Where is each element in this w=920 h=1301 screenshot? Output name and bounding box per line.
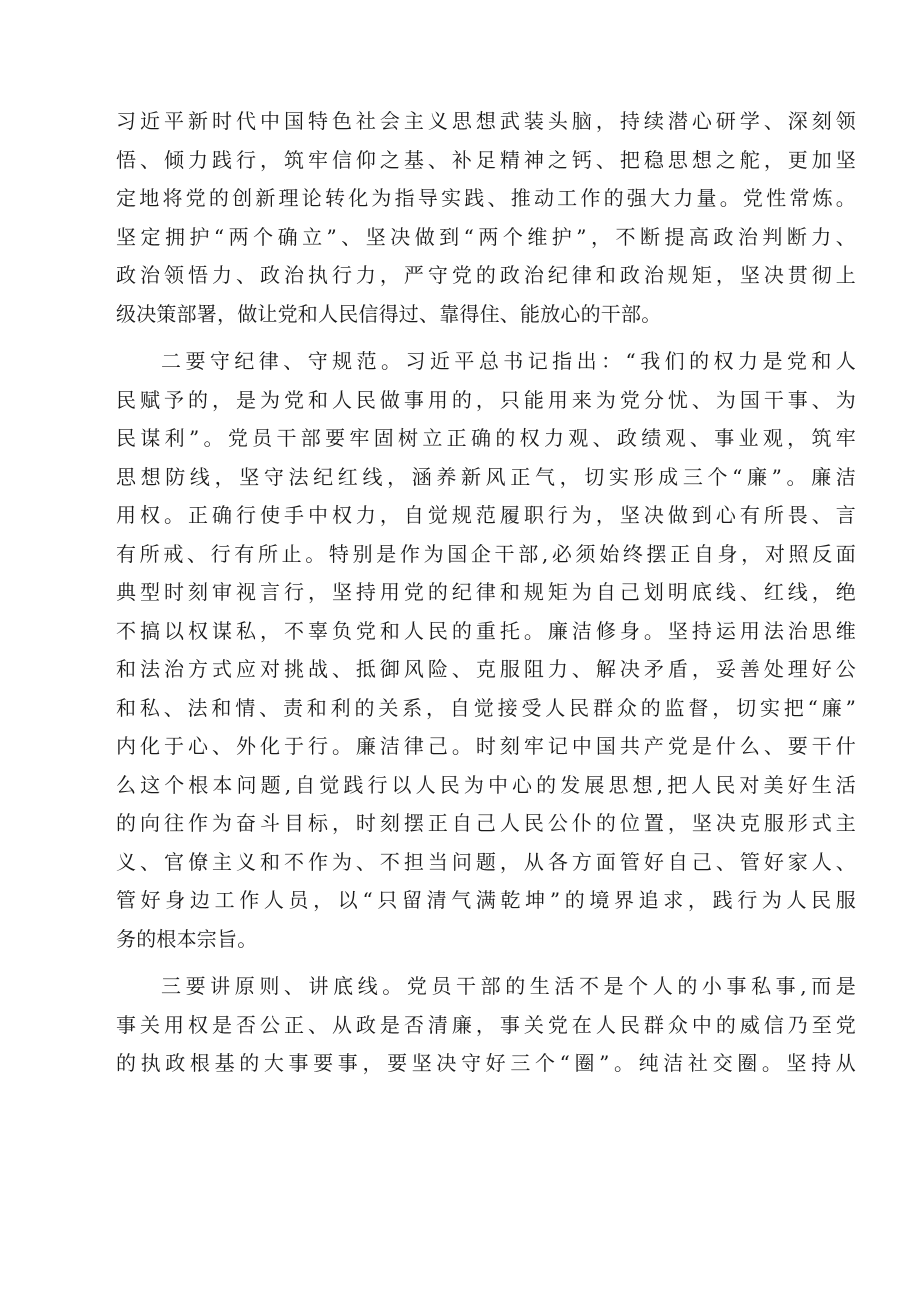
text-line: 么这个根本问题,自觉践行以人民为中心的发展思想,把人民对美好生活: [116, 772, 856, 797]
paragraph-spacer: [116, 958, 856, 967]
text-line: 的向往作为奋斗目标，时刻摆正自己人民公仆的位置，坚决克服形式主: [116, 811, 856, 835]
text-line: 政治领悟力、政治执行力，严守党的政治纪律和政治规矩，坚决贯彻上: [116, 263, 856, 287]
paragraph-1: [116, 102, 856, 333]
text-line: 三要讲原则、讲底线。党员干部的生活不是个人的小事私事,而是: [161, 974, 856, 998]
text-line: 务的根本宗旨。: [116, 926, 258, 951]
text-line: 习近平新时代中国特色社会主义思想武装头脑，持续潜心研学、深刻领: [116, 109, 856, 133]
text-line: 义、官僚主义和不作为、不担当问题，从各方面管好自己、管好家人、: [116, 849, 856, 874]
text-line: 坚定拥护“两个确立”、坚决做到“两个维护”，不断提高政治判断力、: [116, 224, 856, 249]
text-line: 管好身边工作人员，以“只留清气满乾坤”的境界追求，践行为人民服: [116, 888, 856, 912]
paragraph-spacer: [116, 333, 856, 342]
text-line: 的执政根基的大事要事，要坚决守好三个“圈”。纯洁社交圈。坚持从: [116, 1051, 856, 1075]
text-line: 用权。正确行使手中权力，自觉规范履职行为，坚决做到心有所畏、言: [116, 503, 856, 527]
text-line: 典型时刻审视言行，坚持用党的纪律和规矩为自己划明底线、红线，绝: [116, 580, 856, 604]
text-line: 事关用权是否公正、从政是否清廉，事关党在人民群众中的威信乃至党: [116, 1012, 856, 1037]
document-body: [116, 102, 856, 1083]
text-line: 和私、法和情、责和利的关系，自觉接受人民群众的监督，切实把“廉”: [116, 695, 856, 720]
text-line: 思想防线，坚守法纪红线，涵养新风正气，切实形成三个“廉”。廉洁: [116, 464, 856, 489]
paragraph-3: [116, 967, 856, 1083]
text-line: 级决策部署，做让党和人民信得过、靠得住、能放心的干部。: [116, 301, 662, 326]
text-line: 二要守纪律、守规范。习近平总书记指出：“我们的权力是党和人: [161, 349, 856, 373]
text-line: 民赋予的，是为党和人民做事用的，只能用来为党分忧、为国干事、为: [116, 387, 856, 412]
text-line: 内化于心、外化于行。廉洁律己。时刻牢记中国共产党是什么、要干什: [116, 734, 856, 758]
text-line: 民谋利”。党员干部要牢固树立正确的权力观、政绩观、事业观，筑牢: [116, 426, 856, 450]
text-line: 悟、倾力践行，筑牢信仰之基、补足精神之钙、把稳思想之舵，更加坚: [116, 147, 856, 172]
text-line: 有所戒、行有所止。特别是作为国企干部,必须始终摆正自身，对照反面: [116, 541, 856, 566]
text-line: 定地将党的创新理论转化为指导实践、推动工作的强大力量。党性常炼。: [116, 186, 856, 210]
text-line: 和法治方式应对挑战、抵御风险、克服阻力、解决矛盾，妥善处理好公: [116, 657, 856, 681]
text-line: 不搞以权谋私，不辜负党和人民的重托。廉洁修身。坚持运用法治思维: [116, 618, 856, 643]
paragraph-2: [116, 342, 856, 958]
